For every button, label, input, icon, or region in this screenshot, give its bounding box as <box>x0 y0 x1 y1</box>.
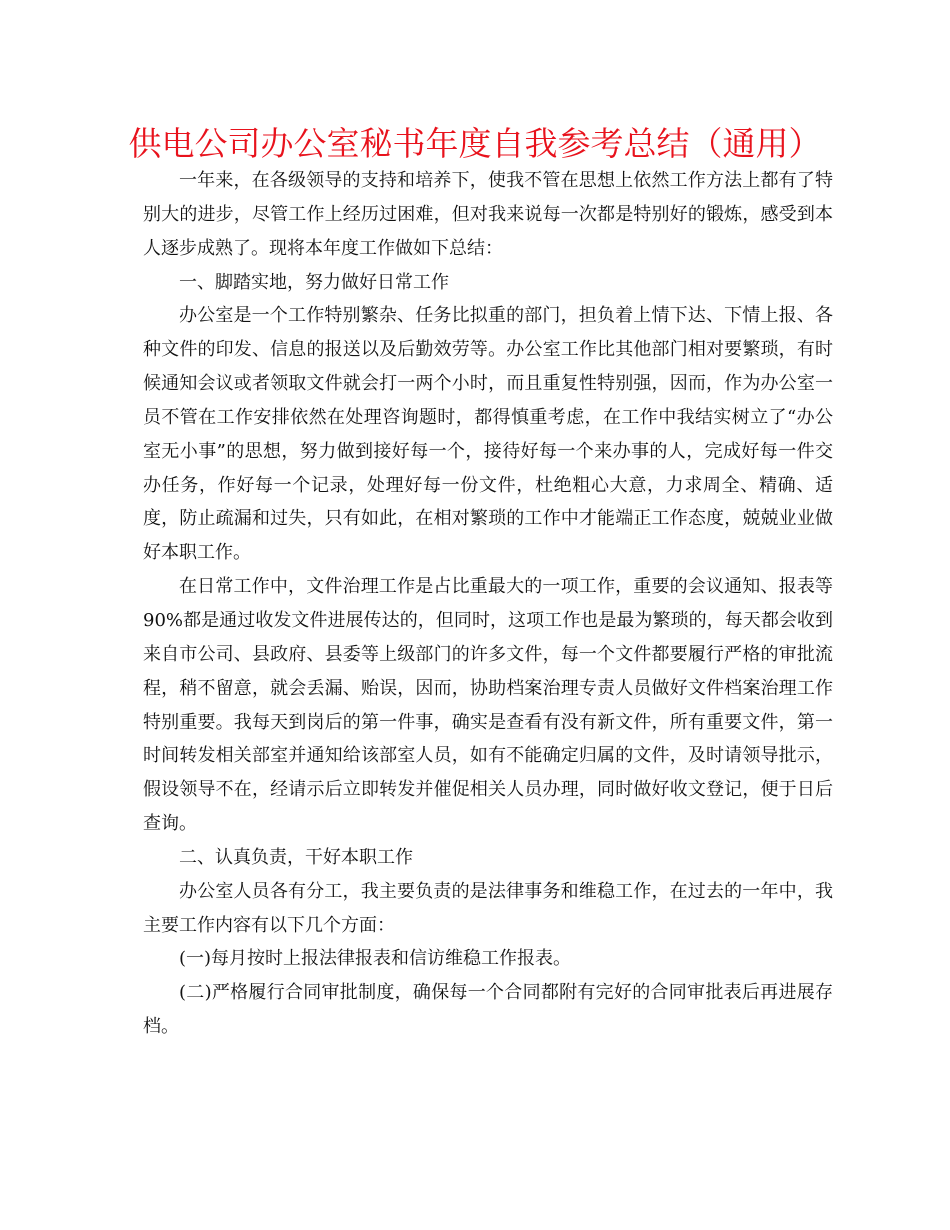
paragraph-intro: 一年来，在各级领导的支持和培养下，使我不管在思想上依然工作方法上都有了特别大的进步，尽管工作上经历过困难，但对我来说每一次都是特别好的锻炼，感受到本人逐步成熟了。现将本年度工作做如下总结： <box>143 170 833 259</box>
section-heading-1: 一、脚踏实地，努力做好日常工作 <box>179 271 449 293</box>
paragraph-division-of-work: 办公室人员各有分工，我主要负责的是法律事务和维稳工作，在过去的一年中，我主要工作内容有以下几个方面： <box>143 880 833 936</box>
paragraph-office-work: 办公室是一个工作特别繁杂、任务比拟重的部门，担负着上情下达、下情上报、各种文件的印发、信息的报送以及后勤效劳等。办公室工作比其他部门相对要繁琐，有时候通知会议或者领取文件就会打一两个小时，而且重复性特别强，因而，作为办公室一员不管在工作安排依然在处理咨询题时，都得慎重考虑，在工作中我结实树立了“办公室无小事”的思想，努力做到接好每一个，接待好每一个来办事的人，完成好每一件交办任务，作好每一个记录，处理好每一份文件，杜绝粗心大意，力求周全、精确、适度，防止疏漏和过失，只有如此，在相对繁琐的工作中才能端正工作态度，兢兢业业做好本职工作。 <box>143 305 833 564</box>
document-body <box>143 164 833 1044</box>
list-item-1: (一)每月按时上报法律报表和信访维稳工作报表。 <box>179 948 572 970</box>
document-title: 供电公司办公室秘书年度自我参考总结（通用） <box>128 124 822 163</box>
list-item-2: (二)严格履行合同审批制度，确保每一个合同都附有完好的合同审批表后再进展存档。 <box>143 982 833 1038</box>
paragraph-document-management: 在日常工作中，文件治理工作是占比重最大的一项工作，重要的会议通知、报表等90%都是通过收发文件进展传达的，但同时，这项工作也是最为繁琐的，每天都会收到来自市公司、县政府、县委等上级部门的许多文件，每一个文件都要履行严格的审批流程，稍不留意，就会丢漏、贻误，因而，协助档案治理专责人员做好文件档案治理工作特别重要。我每天到岗后的第一件事，确实是查看有没有新文件，所有重要文件，第一时间转发相关部室并通知给该部室人员，如有不能确定归属的文件，及时请领导批示，假设领导不在，经请示后立即转发并催促相关人员办理，同时做好收文登记，便于日后查询。 <box>143 576 833 835</box>
section-heading-2: 二、认真负责，干好本职工作 <box>179 846 413 868</box>
